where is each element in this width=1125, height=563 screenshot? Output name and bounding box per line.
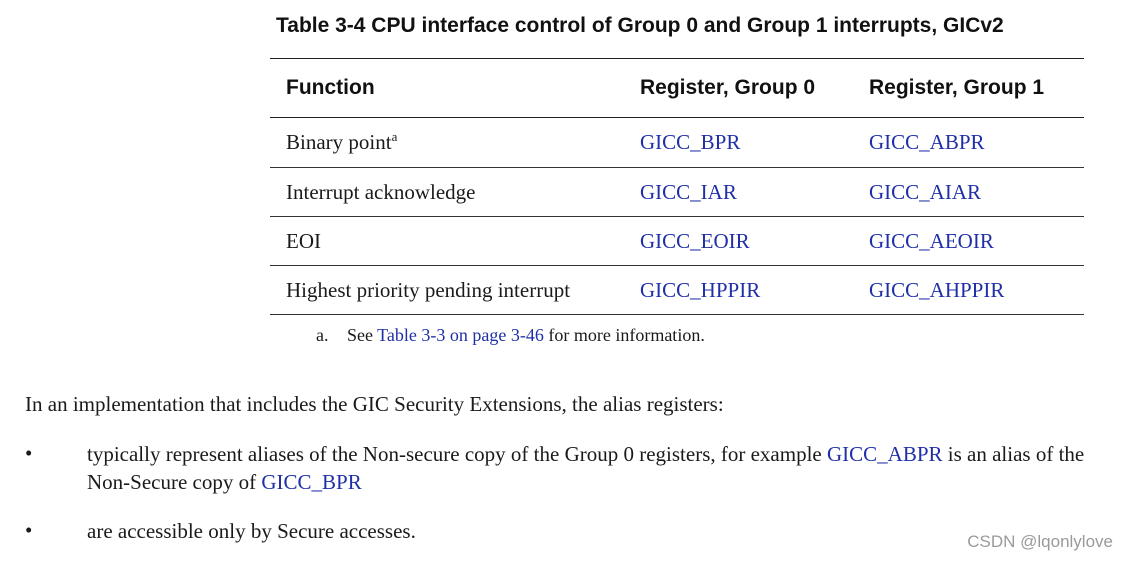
footnote-mark: a. [316,325,329,345]
group1-register-link[interactable]: GICC_ABPR [869,130,985,154]
function-cell: Interrupt acknowledge [286,179,476,204]
group0-register-link[interactable]: GICC_IAR [640,179,737,204]
group0-register-link[interactable]: GICC_BPR [640,130,741,154]
group1-register-link[interactable]: GICC_AEOIR [869,228,994,253]
header-function: Function [286,76,375,99]
function-cell [270,118,640,168]
footnote-prefix: See [347,325,378,345]
table-row [270,266,1084,315]
group0-register-link[interactable]: GICC_EOIR [640,228,750,253]
bullet-symbol: • [25,518,33,542]
bullet-item [87,440,1097,496]
bullet-text: typically represent aliases of the Non-secure copy of the Group 0 registers, for example [87,442,827,466]
table-row [270,168,1084,217]
bullet-item [87,517,1097,545]
table-caption: Table 3-4 CPU interface control of Group 0 and Group 1 interrupts, GICv2 [276,14,1004,37]
table-row [270,217,1084,266]
register-table [270,58,1084,315]
header-group0: Register, Group 0 [640,76,816,99]
watermark: CSDN @lqonlylove [967,532,1113,551]
function-cell: Highest priority pending interrupt [286,277,571,302]
header-group1: Register, Group 1 [869,76,1045,99]
gicc-bpr-link[interactable]: GICC_BPR [261,470,362,494]
footnote-suffix: for more information. [543,325,705,345]
function-cell: EOI [286,228,321,253]
table-row [270,118,1084,168]
footnote-ref[interactable]: a [391,129,398,144]
gicc-abpr-link[interactable]: GICC_ABPR [826,442,943,466]
bullet-symbol: • [25,441,33,465]
intro-paragraph: In an implementation that includes the GIC Security Extensions, the alias registers: [25,392,724,416]
function-text: Binary point [286,130,392,154]
table-header-row [270,59,1084,118]
bullet-text: are accessible only by Secure accesses. [87,519,416,543]
bullet-text: is an alias of the Non-Secure copy of [87,442,1085,494]
group0-register-link[interactable]: GICC_HPPIR [640,277,761,302]
group1-register-link[interactable]: GICC_AIAR [869,179,982,204]
group1-register-link[interactable]: GICC_AHPPIR [869,277,1005,302]
footnote-table-link[interactable]: Table 3-3 on page 3-46 [377,325,544,345]
table-footnote [316,325,705,346]
